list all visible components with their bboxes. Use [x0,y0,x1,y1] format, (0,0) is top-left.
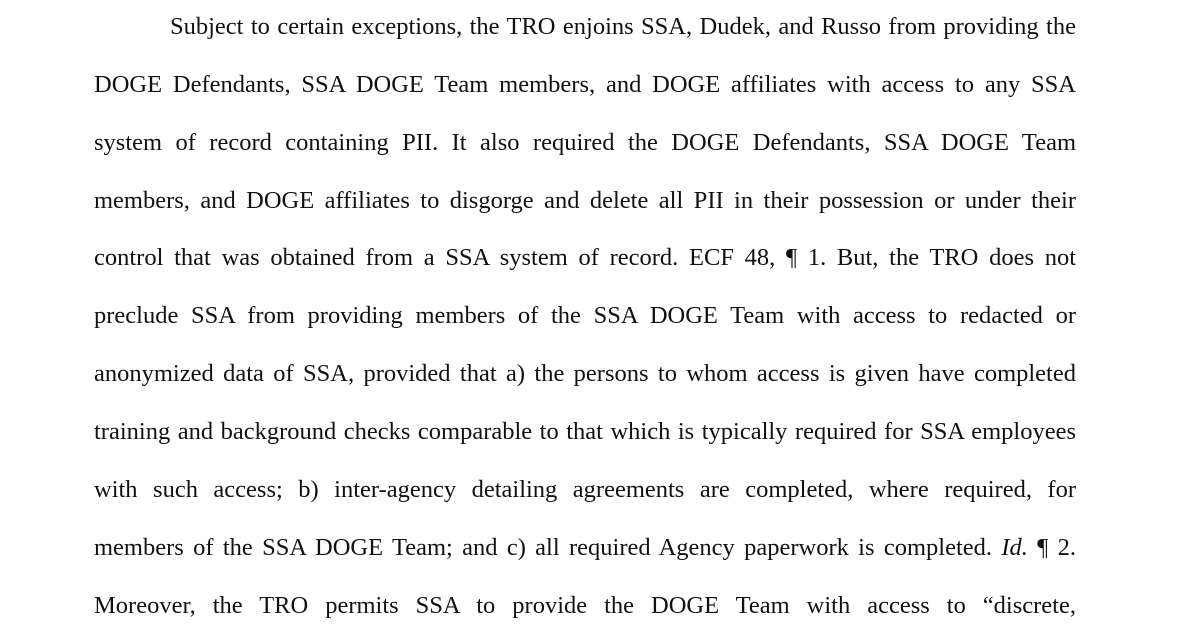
paragraph-line-5: control that was obtained from a SSA system of record. ECF 48, ¶ 1. But, the TRO does not [94,244,1076,271]
paragraph-line-8: training and background checks comparable to that which is typically required for SSA employees [94,418,1076,445]
paragraph-line-11: Moreover, the TRO permits SSA to provide the DOGE Team with access to “discrete, [94,592,1076,619]
paragraph-line-7: anonymized data of SSA, provided that a) the persons to whom access is given have completed [94,360,1076,387]
paragraph-line-3: system of record containing PII. It also required the DOGE Defendants, SSA DOGE Team [94,129,1076,156]
document-page [94,0,1076,634]
paragraph-line-6: preclude SSA from providing members of the SSA DOGE Team with access to redacted or [94,302,1076,329]
paragraph-line-4: members, and DOGE affiliates to disgorge and delete all PII in their possession or under their [94,187,1076,214]
id-citation: Id. [1001,534,1028,561]
paragraph-line-10 [94,533,1076,563]
paragraph-line-2: DOGE Defendants, SSA DOGE Team members, and DOGE affiliates with access to any SSA [94,71,1076,98]
paragraph-line-9: with such access; b) inter-agency detailing agreements are completed, where required, for [94,476,1076,503]
line-10-text: members of the SSA DOGE Team; and c) all required Agency paperwork is completed. [94,534,1002,561]
paragraph-citation: ¶ 2. [1027,534,1076,561]
paragraph-line-1: Subject to certain exceptions, the TRO enjoins SSA, Dudek, and Russo from providing the [170,13,1076,40]
